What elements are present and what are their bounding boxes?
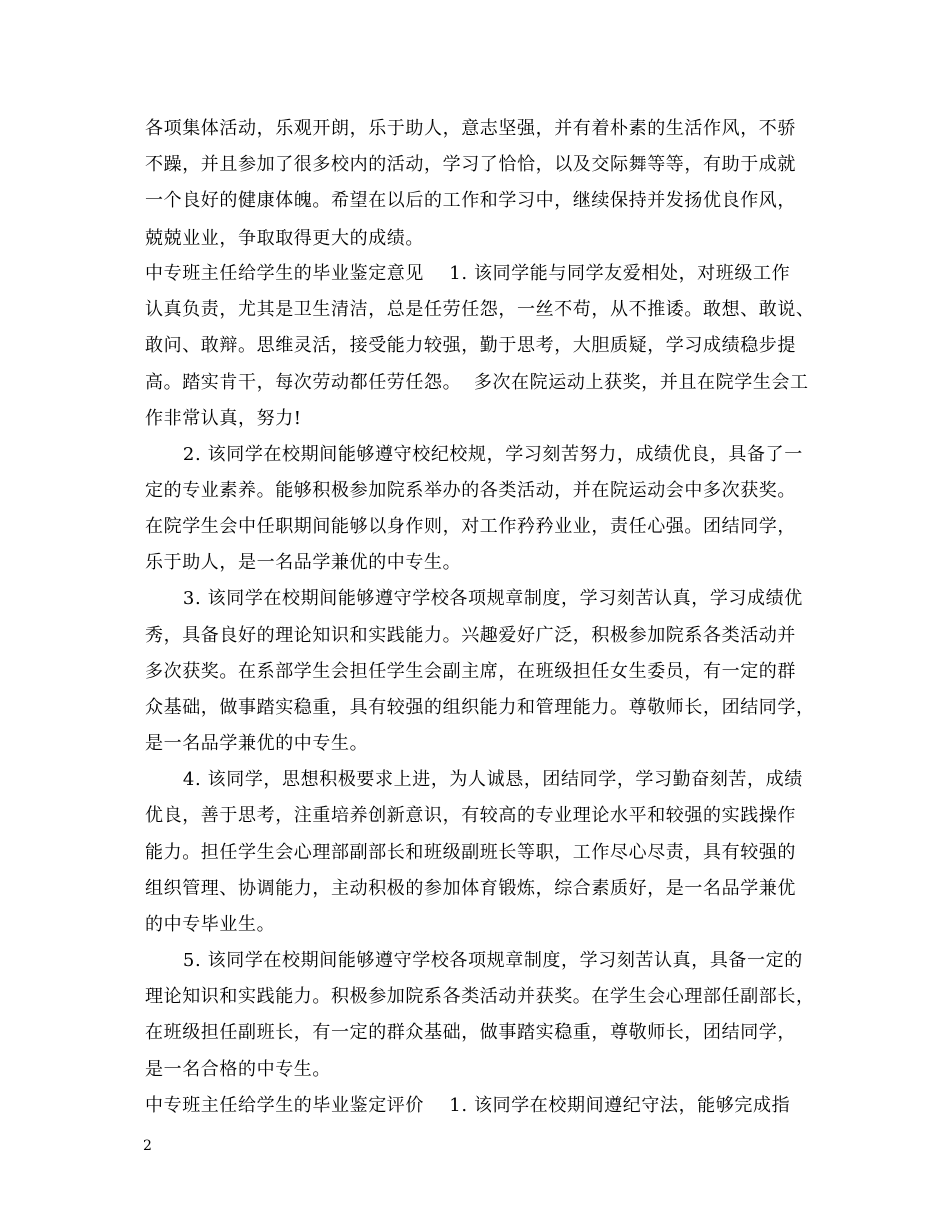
- text-line: 各项集体活动，乐观开朗，乐于助人，意志坚强，并有着朴素的生活作风，不骄: [145, 118, 796, 139]
- text-line: 优良，善于思考，注重培养创新意识，有较高的专业理论水平和较强的实践操作: [145, 805, 796, 826]
- text-line: 乐于助人，是一名品学兼优的中专生。: [145, 552, 462, 573]
- text-line: 能力。担任学生会心理部副部长和班级副班长等职，工作尽心尽责，具有较强的: [145, 842, 796, 863]
- text-line: 众基础，做事踏实稳重，具有较强的组织能力和管理能力。尊敬师长，团结同学，: [145, 697, 815, 718]
- section-heading-line: 中专班主任给学生的毕业鉴定意见 1. 该同学能与同学友爱相处，对班级工作: [145, 263, 791, 284]
- text-line: 组织管理、协调能力，主动积极的参加体育锻炼，综合素质好，是一名品学兼优: [145, 878, 796, 899]
- text-line: 是一名合格的中专生。: [145, 1059, 331, 1080]
- text-line: 作非常认真，努力!: [145, 408, 302, 429]
- text-line: 定的专业素养。能够积极参加院系举办的各类活动，并在院运动会中多次获奖。: [145, 480, 796, 501]
- text-line: 在班级担任副班长，有一定的群众基础，做事踏实稳重，尊敬师长，团结同学，: [145, 1022, 796, 1043]
- text-line: 在院学生会中任职期间能够以身作则，对工作矜矜业业，责任心强。团结同学，: [145, 516, 796, 537]
- text-line: 兢兢业业，争取取得更大的成绩。: [145, 228, 424, 249]
- page-number: 2: [143, 1138, 152, 1154]
- text-line: 5. 该同学在校期间能够遵守学校各项规章制度，学习刻苦认真，具备一定的: [145, 950, 803, 971]
- text-line: 3. 该同学在校期间能够遵守学校各项规章制度，学习刻苦认真，学习成绩优: [145, 588, 803, 609]
- text-line: 敢问、敢辩。思维灵活，接受能力较强，勤于思考，大胆质疑，学习成绩稳步提: [145, 335, 796, 356]
- text-line: 是一名品学兼优的中专生。: [145, 733, 369, 754]
- text-line: 一个良好的健康体魄。希望在以后的工作和学习中，继续保持并发扬优良作风，: [145, 190, 796, 211]
- text-line: 认真负责，尤其是卫生清洁，总是任劳任怨，一丝不苟，从不推诿。敢想、敢说、: [145, 299, 815, 320]
- text-line: 的中专毕业生。: [145, 914, 276, 935]
- text-line: 理论知识和实践能力。积极参加院系各类活动并获奖。在学生会心理部任副部长，: [145, 986, 815, 1007]
- text-line: 秀，具备良好的理论知识和实践能力。兴趣爱好广泛，积极参加院系各类活动并: [145, 625, 796, 646]
- text-line: 不躁，并且参加了很多校内的活动，学习了恰恰，以及交际舞等等，有助于成就: [145, 154, 796, 175]
- section-heading-line: 中专班主任给学生的毕业鉴定评价 1. 该同学在校期间遵纪守法，能够完成指: [145, 1095, 791, 1116]
- text-line: 高。踏实肯干，每次劳动都任劳任怨。 多次在院运动上获奖，并且在院学生会工: [145, 372, 809, 393]
- text-line: 多次获奖。在系部学生会担任学生会副主席，在班级担任女生委员，有一定的群: [145, 661, 796, 682]
- text-line: 2. 该同学在校期间能够遵守校纪校规，学习刻苦努力，成绩优良，具备了一: [145, 444, 803, 465]
- text-line: 4. 该同学，思想积极要求上进，为人诚恳，团结同学，学习勤奋刻苦，成绩: [145, 769, 803, 790]
